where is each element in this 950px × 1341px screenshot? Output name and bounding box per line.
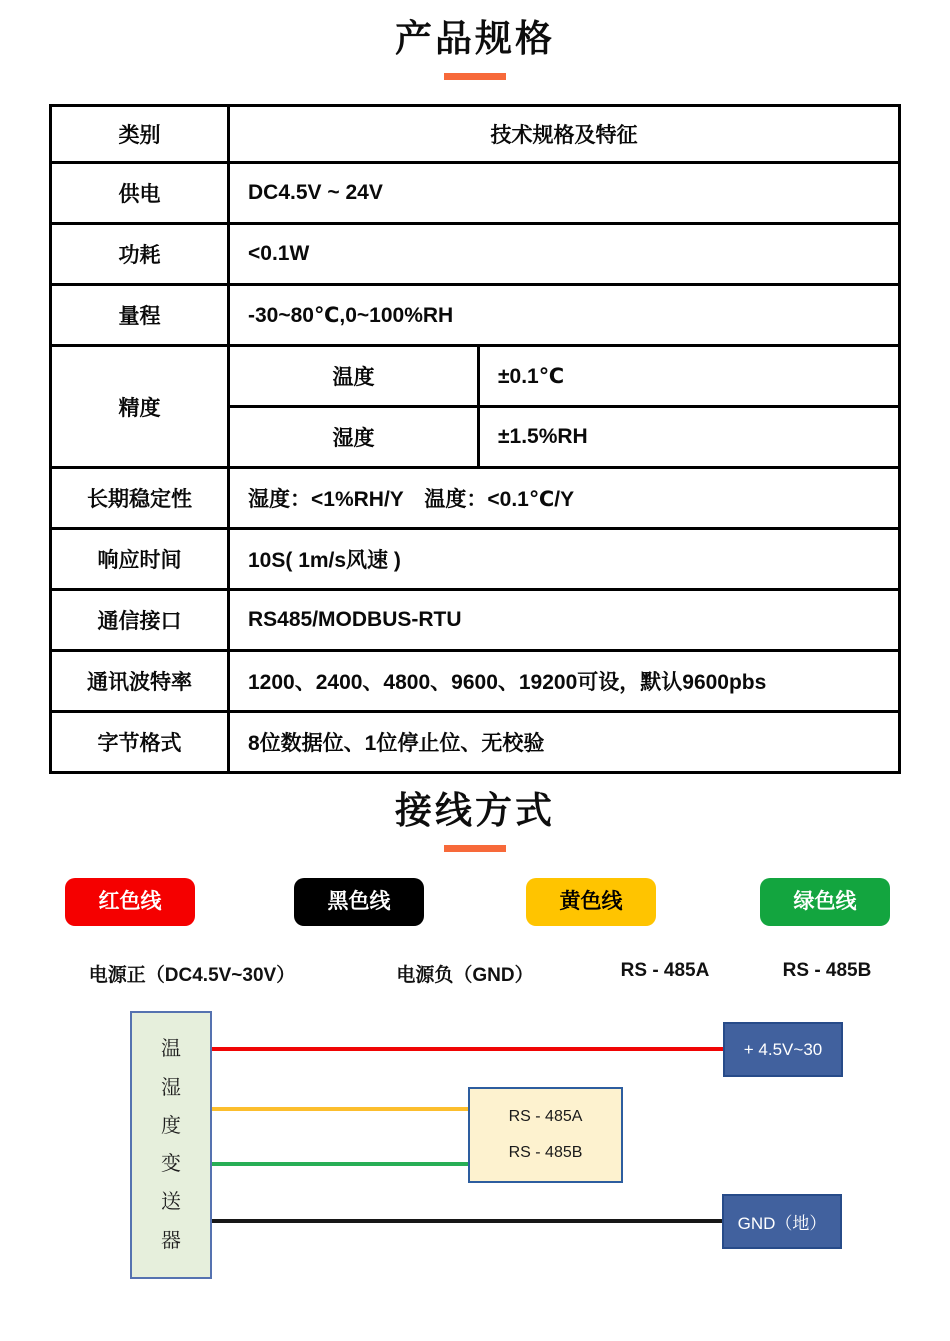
spec-value: -30~80℃,0~100%RH	[229, 285, 900, 346]
table-header-row	[51, 106, 900, 163]
spec-label: 供电	[51, 163, 229, 224]
table-row-range	[51, 285, 900, 346]
device-label-char: 湿	[161, 1076, 181, 1099]
device-label-char: 送	[161, 1191, 181, 1214]
device-label-char: 器	[161, 1229, 181, 1252]
table-row-baud	[51, 651, 900, 712]
accuracy-temp-label: 温度	[229, 346, 479, 407]
accuracy-hum-label: 湿度	[229, 407, 479, 468]
device-label-char: 度	[161, 1114, 181, 1137]
table-row-byte-format	[51, 712, 900, 773]
table-row-power	[51, 163, 900, 224]
green-wire	[212, 1162, 470, 1166]
spec-label: 通讯波特率	[51, 651, 229, 712]
yellow-wire	[212, 1107, 470, 1111]
spec-label: 功耗	[51, 224, 229, 285]
device-label-char: 变	[161, 1153, 181, 1176]
header-category: 类别	[51, 106, 229, 163]
legend-desc-power-positive: 电源正（DC4.5V~30V）	[88, 965, 296, 986]
table-row-consumption	[51, 224, 900, 285]
legend-desc-power-negative: 电源负（GND）	[396, 965, 534, 986]
legend-badge-yellow-wire: 黄色线	[526, 878, 656, 926]
legend-desc-rs485b: RS - 485B	[782, 960, 872, 981]
spec-value: RS485/MODBUS-RTU	[229, 590, 900, 651]
table-row-response	[51, 529, 900, 590]
spec-label: 字节格式	[51, 712, 229, 773]
red-wire	[212, 1047, 725, 1051]
accuracy-hum-value: ±1.5%RH	[479, 407, 900, 468]
spec-value: <0.1W	[229, 224, 900, 285]
spec-label: 响应时间	[51, 529, 229, 590]
page-title: 产品规格	[395, 18, 555, 59]
spec-label: 量程	[51, 285, 229, 346]
title-underline	[444, 73, 506, 80]
power-terminal-box: + 4.5V~30	[723, 1022, 843, 1077]
header-spec: 技术规格及特征	[229, 106, 900, 163]
rs485-terminal-box	[468, 1087, 623, 1183]
device-box-transmitter	[130, 1011, 212, 1279]
rs485a-label: RS - 485A	[508, 1107, 583, 1125]
legend-badge-black-wire: 黑色线	[294, 878, 424, 926]
table-row-interface	[51, 590, 900, 651]
title-underline	[444, 845, 506, 852]
legend-desc-rs485a: RS - 485A	[620, 960, 710, 981]
spec-table	[49, 104, 901, 774]
spec-label: 长期稳定性	[51, 468, 229, 529]
table-row-stability	[51, 468, 900, 529]
gnd-terminal-box: GND（地）	[722, 1194, 842, 1249]
spec-label: 精度	[51, 346, 229, 468]
table-row-accuracy-temp	[51, 346, 900, 407]
spec-value: DC4.5V ~ 24V	[229, 163, 900, 224]
rs485b-label: RS - 485B	[508, 1144, 583, 1162]
spec-label: 通信接口	[51, 590, 229, 651]
wiring-section	[0, 774, 950, 1314]
legend-badge-red-wire: 红色线	[65, 878, 195, 926]
device-label-char: 温	[161, 1038, 181, 1061]
legend-badge-green-wire: 绿色线	[760, 878, 890, 926]
black-wire	[212, 1219, 724, 1223]
wiring-title: 接线方式	[395, 790, 555, 831]
spec-value: 湿度：<1%RH/Y 温度：<0.1℃/Y	[229, 468, 900, 529]
accuracy-temp-value: ±0.1℃	[479, 346, 900, 407]
spec-value: 8位数据位、1位停止位、无校验	[229, 712, 900, 773]
spec-value: 1200、2400、4800、9600、19200可设，默认9600pbs	[229, 651, 900, 712]
spec-value: 10S( 1m/s风速 )	[229, 529, 900, 590]
